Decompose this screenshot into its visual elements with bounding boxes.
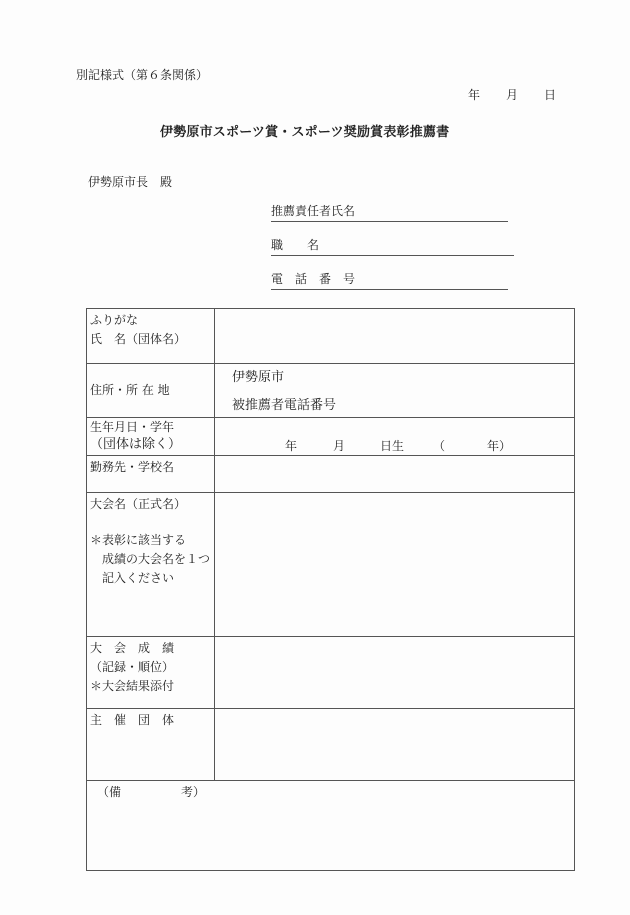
table-row-name: [87, 309, 575, 364]
table-row-address: [87, 364, 575, 418]
table-row-organizer: [87, 709, 575, 781]
name-label: 氏 名（団体名）: [90, 332, 187, 346]
document-title: 伊勢原市スポーツ賞・スポーツ奨励賞表彰推薦書: [160, 125, 450, 140]
recommender-position-field[interactable]: [271, 238, 514, 256]
group-excluded-note: （団体は除く）: [90, 437, 182, 452]
address-label: 住所・所 在 地: [90, 383, 170, 397]
workplace-label-cell: [87, 456, 215, 493]
organizer-label: 主 催 団 体: [90, 713, 175, 727]
results-input-cell[interactable]: [215, 637, 575, 709]
table-row-results: [87, 637, 575, 709]
workplace-label: 勤務先・学校名: [90, 460, 175, 474]
organizer-label-cell: [87, 709, 215, 781]
birthdate-label-cell: [87, 418, 215, 456]
table-row-birthdate: [87, 418, 575, 456]
date-day: 日: [544, 88, 557, 102]
results-sub-label: （記録・順位）: [90, 660, 175, 674]
tournament-note-1: ＊表彰に該当する: [90, 533, 187, 547]
furigana-label: ふりがな: [90, 313, 139, 327]
table-row-workplace: [87, 456, 575, 493]
recommender-name-label: 推薦責任者氏名: [271, 204, 356, 218]
address-label-cell: [87, 364, 215, 418]
birth-day: 日生: [380, 439, 405, 453]
tournament-note-2: 成績の大会名を１つ: [102, 552, 211, 566]
tournament-label-cell: [87, 493, 215, 637]
birth-year: 年: [285, 439, 298, 453]
recommender-position-label: 職 名: [271, 238, 320, 252]
grade-open-paren: （: [433, 439, 446, 453]
table-row-remarks: [87, 781, 575, 871]
grade-year: 年）: [487, 439, 512, 453]
recommender-phone-field[interactable]: [271, 272, 508, 290]
workplace-input-cell[interactable]: [215, 456, 575, 493]
name-input-cell[interactable]: [215, 309, 575, 364]
remarks-cell[interactable]: [87, 781, 575, 871]
tournament-input-cell[interactable]: [215, 493, 575, 637]
birth-month: 月: [333, 439, 346, 453]
date-field[interactable]: [468, 86, 556, 103]
date-month: 月: [506, 88, 519, 102]
address-prefix: 伊勢原市: [232, 370, 285, 385]
addressee: 伊勢原市長 殿: [88, 175, 173, 189]
results-label: 大 会 成 績: [90, 641, 175, 655]
birthdate-input-cell[interactable]: [215, 418, 575, 456]
form-reference: 別記様式（第６条関係）: [76, 68, 209, 82]
recommender-name-field[interactable]: [271, 204, 508, 222]
results-label-cell: [87, 637, 215, 709]
results-attach-note: ＊大会結果添付: [90, 679, 175, 693]
organizer-input-cell[interactable]: [215, 709, 575, 781]
address-input-cell[interactable]: [215, 364, 575, 418]
date-year: 年: [468, 88, 481, 102]
nominee-phone-label: 被推薦者電話番号: [232, 398, 337, 413]
name-label-cell: [87, 309, 215, 364]
birthdate-label: 生年月日・学年: [90, 420, 175, 434]
recommender-phone-label: 電 話 番 号: [271, 272, 356, 286]
tournament-note-3: 記入ください: [102, 571, 175, 585]
nomination-form-table: [86, 308, 575, 871]
table-row-tournament: [87, 493, 575, 637]
tournament-name-label: 大会名（正式名）: [90, 497, 187, 511]
remarks-label: （備 考）: [97, 785, 206, 799]
